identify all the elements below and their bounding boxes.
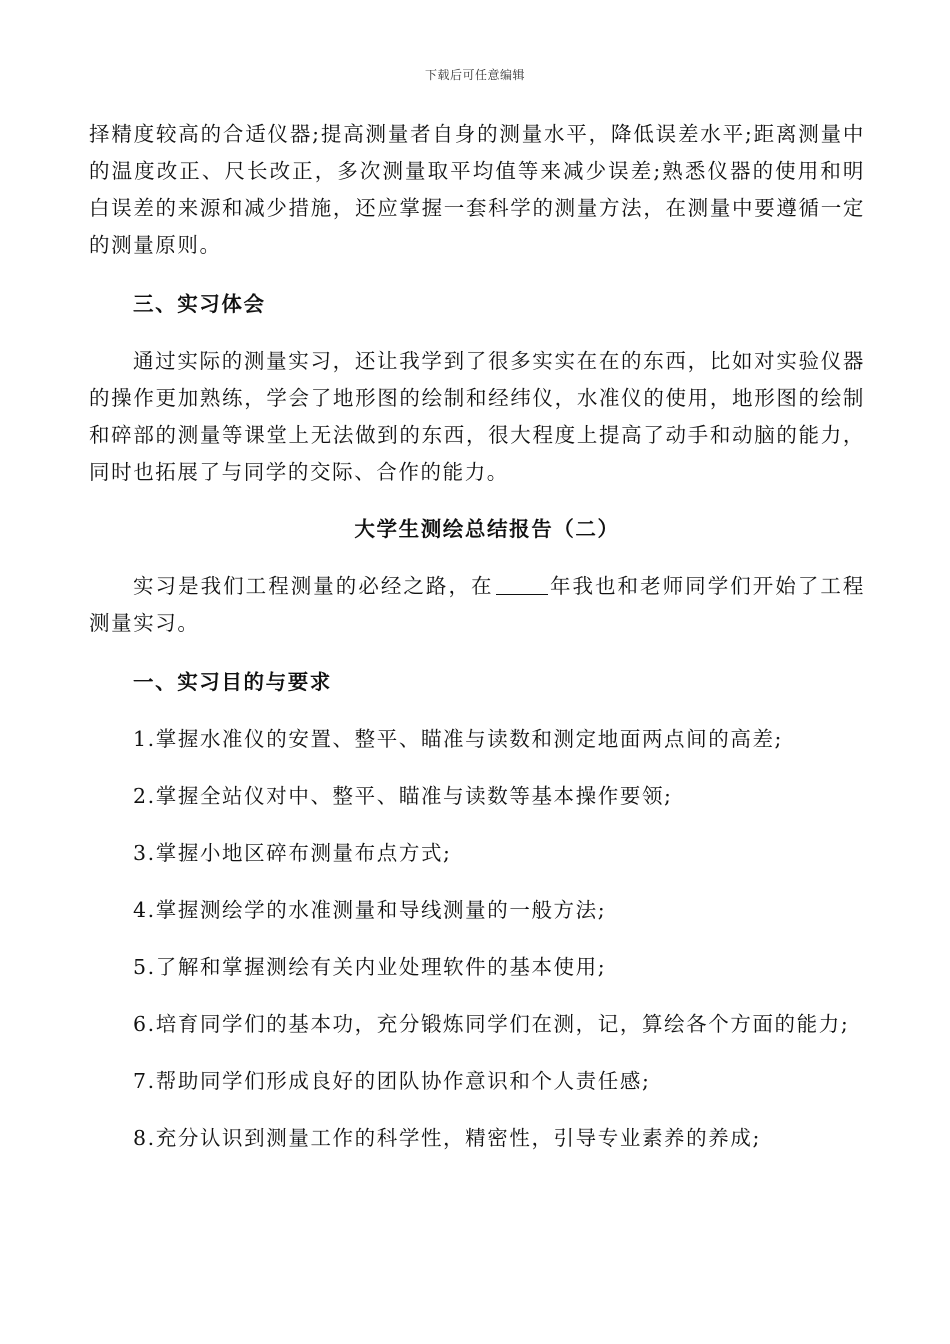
list-item: 7.帮助同学们形成良好的团队协作意识和个人责任感;	[133, 1069, 651, 1093]
section-heading-internship-experience: 三、实习体会	[133, 292, 266, 316]
list-item: 5.了解和掌握测绘有关内业处理软件的基本使用;	[133, 955, 607, 979]
paragraph-internship-intro	[89, 568, 865, 642]
year-blank	[496, 574, 548, 595]
list-item: 1.掌握水准仪的安置、整平、瞄准与读数和测定地面两点间的高差;	[133, 727, 784, 751]
list-item: 2.掌握全站仪对中、整平、瞄准与读数等基本操作要领;	[133, 784, 673, 808]
paragraph-internship-experience: 通过实际的测量实习，还让我学到了很多实实在在的东西，比如对实验仪器的操作更加熟练，学会了地形图的绘制和经纬仪，水准仪的使用，地形图的绘制和碎部的测量等课堂上无法做到的东西，很大程度上提高了动手和动脑的能力，同时也拓展了与同学的交际、合作的能力。	[89, 349, 865, 484]
intro-text-before-blank: 实习是我们工程测量的必经之路，在	[133, 574, 494, 598]
goal-list	[89, 701, 865, 1157]
paragraph-measurement-methods: 择精度较高的合适仪器;提高测量者自身的测量水平，降低误差水平;距离测量中的温度改正、尺长改正，多次测量取平均值等来减少误差;熟悉仪器的使用和明白误差的来源和减少措施，还应掌握一套科学的测量方法，在测量中要遵循一定的测量原则。	[89, 122, 865, 257]
report-title: 大学生测绘总结报告（二）	[354, 517, 620, 541]
intro-text-after-blank: 年我也和老师同学们开始了工程测量实习。	[89, 574, 865, 635]
page-header-note: 下载后可任意编辑	[424, 68, 525, 82]
list-item: 4.掌握测绘学的水准测量和导线测量的一般方法;	[133, 898, 607, 922]
list-item: 6.培育同学们的基本功，充分锻炼同学们在测，记，算绘各个方面的能力;	[133, 1012, 850, 1036]
document-body	[89, 116, 865, 1157]
list-item: 3.掌握小地区碎布测量布点方式;	[133, 841, 452, 865]
list-item: 8.充分认识到测量工作的科学性，精密性，引导专业素养的养成;	[133, 1126, 761, 1150]
section-heading-goals: 一、实习目的与要求	[133, 670, 332, 694]
